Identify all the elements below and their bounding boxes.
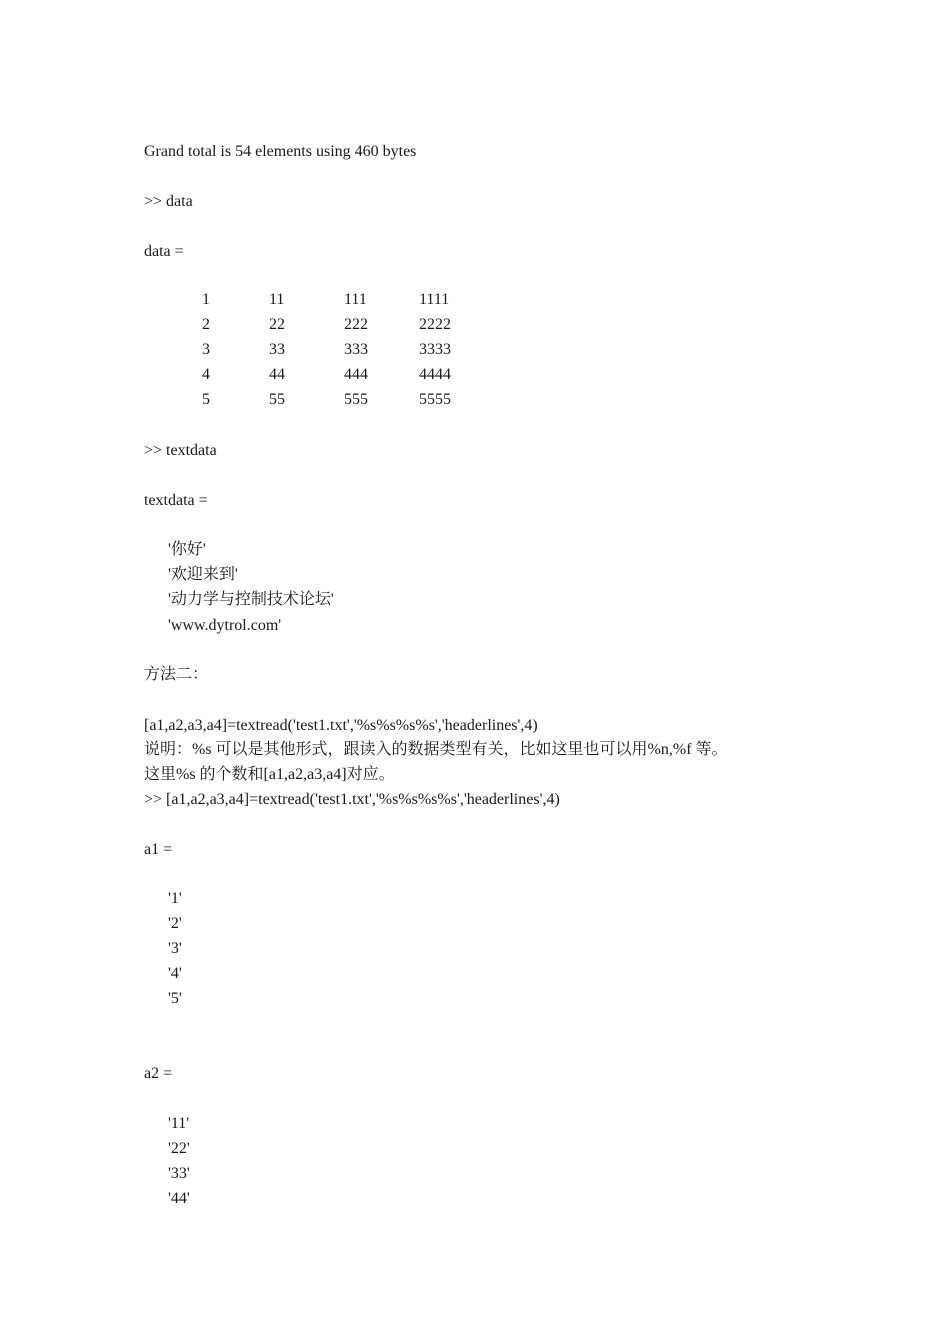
matrix-cell: 333 xyxy=(344,341,368,358)
command-textdata: >> textdata xyxy=(144,442,217,459)
textdata-item: 'www.dytrol.com' xyxy=(168,617,282,634)
matrix-cell: 5555 xyxy=(419,391,451,408)
matrix-cell: 4 xyxy=(202,366,210,383)
textdata-label: textdata = xyxy=(144,492,208,509)
explanation-line: 这里%s 的个数和[a1,a2,a3,a4]对应。 xyxy=(144,766,395,783)
a1-item: '5' xyxy=(168,990,182,1007)
a2-label: a2 = xyxy=(144,1065,173,1082)
matrix-cell: 222 xyxy=(344,316,368,333)
a2-item: '44' xyxy=(168,1190,190,1207)
matrix-cell: 22 xyxy=(269,316,285,333)
method-two-heading: 方法二： xyxy=(144,666,209,683)
explanation-line: 说明：%s 可以是其他形式，跟读入的数据类型有关，比如这里也可以用%n,%f 等。 xyxy=(144,741,728,758)
a2-item: '22' xyxy=(168,1140,190,1157)
matrix-cell: 2 xyxy=(202,316,210,333)
textdata-item: '欢迎来到' xyxy=(168,566,238,583)
a1-item: '3' xyxy=(168,940,182,957)
matrix-cell: 4444 xyxy=(419,366,451,383)
command-textread: >> [a1,a2,a3,a4]=textread('test1.txt','%s%s%s%s','headerlines',4) xyxy=(144,791,560,808)
grand-total-line: Grand total is 54 elements using 460 bytes xyxy=(144,143,417,160)
matrix-cell: 444 xyxy=(344,366,368,383)
matrix-cell: 33 xyxy=(269,341,285,358)
matrix-cell: 5 xyxy=(202,391,210,408)
code-line: [a1,a2,a3,a4]=textread('test1.txt','%s%s%s%s','headerlines',4) xyxy=(144,717,538,734)
matrix-cell: 44 xyxy=(269,366,285,383)
matrix-cell: 555 xyxy=(344,391,368,408)
matrix-cell: 2222 xyxy=(419,316,451,333)
matrix-cell: 3333 xyxy=(419,341,451,358)
a1-item: '4' xyxy=(168,965,182,982)
data-label: data = xyxy=(144,243,184,260)
a1-item: '1' xyxy=(168,890,182,907)
a1-label: a1 = xyxy=(144,841,173,858)
a1-item: '2' xyxy=(168,915,182,932)
matrix-cell: 3 xyxy=(202,341,210,358)
textdata-item: '动力学与控制技术论坛' xyxy=(168,591,334,608)
textdata-item: '你好' xyxy=(168,541,206,558)
matrix-cell: 1111 xyxy=(419,291,450,308)
matrix-cell: 55 xyxy=(269,391,285,408)
a2-item: '11' xyxy=(168,1115,190,1132)
matrix-cell: 11 xyxy=(269,291,285,308)
command-data: >> data xyxy=(144,193,193,210)
matrix-cell: 1 xyxy=(202,291,210,308)
matrix-cell: 111 xyxy=(344,291,367,308)
a2-item: '33' xyxy=(168,1165,190,1182)
